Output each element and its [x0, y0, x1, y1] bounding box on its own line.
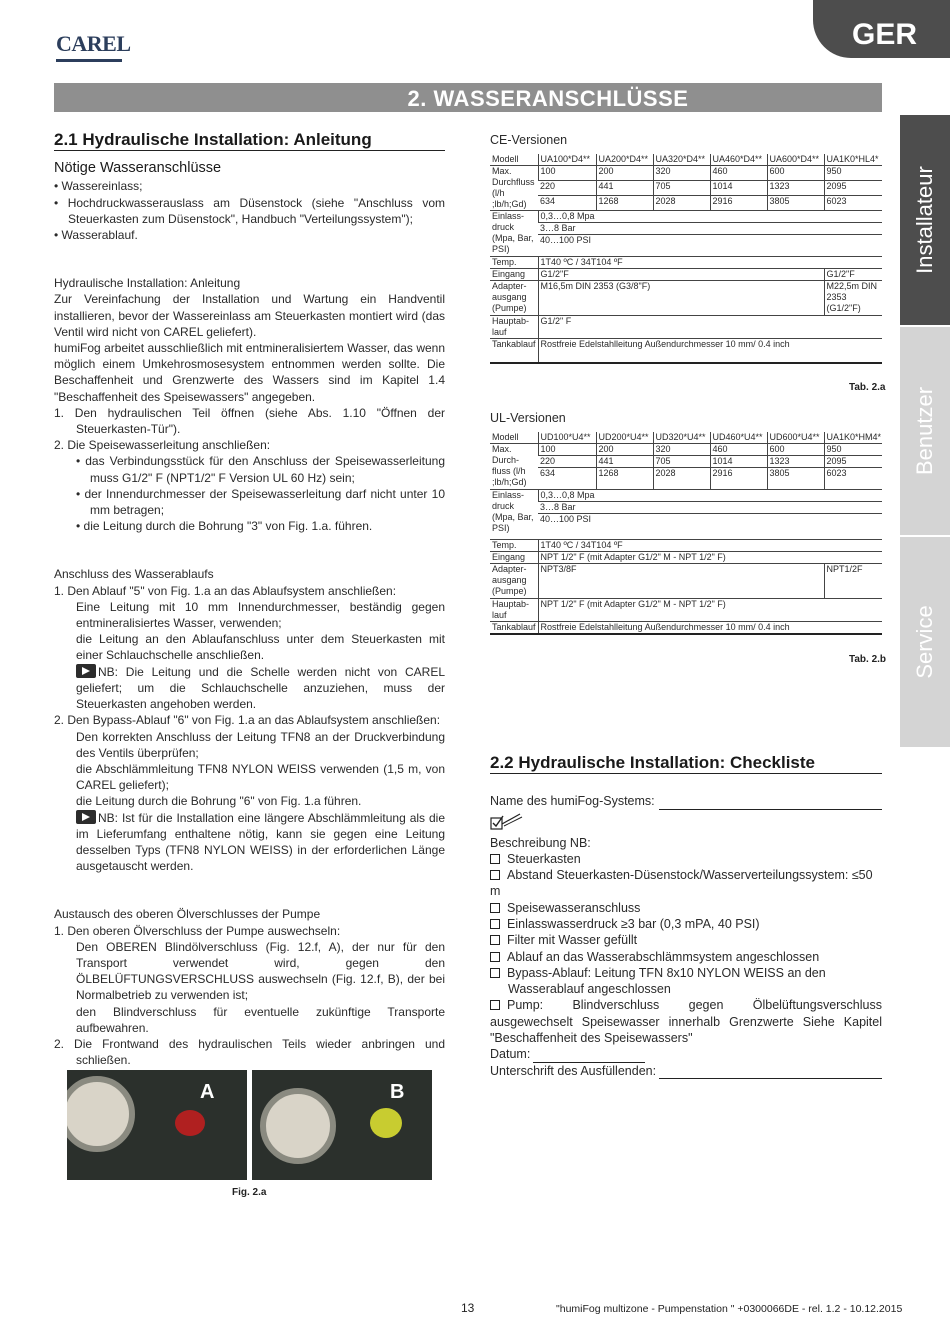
table-cell: M16,5m DIN 2353 (G3/8"F)	[538, 281, 824, 316]
drain-note-1: NB: Die Leitung und die Schelle werden nicht von CAREL geliefert; um die Schlauchschelle anzuziehen, muss der Steuerkasten angehoben werden.	[76, 664, 445, 712]
date-label: Datum:	[490, 1047, 531, 1062]
drain-step-2c: die Leitung durch die Bohrung "6" von Fig. 1.a führen.	[76, 794, 362, 809]
table-cell: 320	[653, 444, 710, 456]
oil-heading: Austausch des oberen Ölverschlusses der Pumpe	[54, 907, 321, 922]
install-sub-3: • die Leitung durch die Bohrung "3" von Fig. 1.a. führen.	[76, 519, 373, 534]
table-cell: 600	[767, 166, 824, 181]
table-header-cell: UA1K0*HL4*	[824, 154, 882, 166]
pressure-gauge	[67, 1076, 135, 1152]
checklist-item[interactable]: Filter mit Wasser gefüllt	[490, 932, 882, 948]
note-arrow-icon	[76, 664, 96, 678]
row-label-max-flow: Max. Durchfluss (l/h ;lb/h;Gd)	[490, 166, 538, 211]
table-header-cell: UA460*D4**	[710, 154, 767, 166]
subtitle-water-connections: Nötige Wasseranschlüsse	[54, 160, 222, 177]
row-label-adapter: Adapter-ausgang (Pumpe)	[490, 281, 538, 316]
photo-oil-cap-b	[252, 1070, 432, 1180]
table-cell: 2028	[653, 196, 710, 211]
install-paragraph-2: humiFog arbeitet ausschließlich mit entmineralisiertem Wasser, das wenn möglich einem Umkehrosmosesystem entnommen werden sollte. Die Beschaffenheit und Grenzwerte des Wassers sind im Kapitel 1.4 "Beschaffenheit des Speisewassers" angegeben.	[54, 341, 445, 404]
drain-step-2: 2. Den Bypass-Ablauf "6" von Fig. 1.a an das Ablaufsystem anschließen:	[54, 713, 441, 728]
table-caption-a: Tab. 2.a	[849, 382, 886, 393]
table-cell: 2916	[710, 468, 767, 490]
table-cell: 634	[538, 196, 596, 211]
checklist-item[interactable]: Bypass-Ablauf: Leitung TFN 8x10 NYLON WEISS an den Wasserablauf angeschlossen	[490, 965, 882, 998]
drain-step-2b: die Abschlämmleitung TFN8 NYLON WEISS verwenden (1,5 m, von CAREL geliefert);	[76, 761, 445, 793]
table-cell: 1323	[767, 456, 824, 468]
section-2-2	[490, 755, 882, 1079]
checklist-item[interactable]: Speisewasseranschluss	[490, 900, 882, 916]
note-arrow-icon	[76, 810, 96, 824]
table-cell: 2095	[824, 456, 882, 468]
drain-note-2: NB: Ist für die Installation eine längere Abschlämmleitung als die im Lieferumfang enthaltene nötig, kann sie gegen eine Leitung desselben Typs (TFN8 NYLON WEISS) in der erforderlichen Länge ausgetauscht werden.	[76, 810, 445, 874]
yellow-cap	[370, 1108, 402, 1138]
table-cell: 460	[710, 166, 767, 181]
photo-label-b: B	[390, 1081, 405, 1103]
table-cell: 6023	[824, 468, 882, 490]
table-cell: 2095	[824, 181, 882, 196]
chapter-title: 2. WASSERANSCHLÜSSE	[54, 83, 882, 112]
oil-step-1a: Den OBEREN Blindölverschluss (Fig. 12.f, A), der nur für den Transport verwendet wird, gegen den ÖLBELÜFTUNGSVERSCHLUSS auswechseln (Fig. 12.f, B), der bei Normalbetrieb zu verwenden ist;	[76, 939, 445, 1003]
table-cell: NPT1/2F	[824, 564, 882, 599]
row-label-pressure: Einlass-druck (Mpa, Bar, PSI)	[490, 490, 538, 540]
figure-caption: Fig. 2.a	[232, 1187, 267, 1198]
side-tab-service[interactable]: Service	[900, 537, 950, 747]
section-2-1	[54, 132, 445, 1068]
signature-label: Unterschrift des Ausfüllenden:	[490, 1063, 657, 1078]
table-cell: 100	[538, 166, 596, 181]
table-cell: 3…8 Bar	[538, 502, 653, 514]
table-cell: 3…8 Bar	[538, 223, 653, 235]
table-cell: 600	[767, 444, 824, 456]
side-tab-benutzer[interactable]: Benutzer	[900, 327, 950, 535]
row-label-main-drain: Hauptab-lauf	[490, 599, 538, 622]
section-2-2-title: 2.2 Hydraulische Installation: Checkliste	[490, 755, 882, 774]
checkbox[interactable]	[490, 919, 500, 929]
install-step-2: 2. Die Speisewasserleitung anschließen:	[54, 438, 271, 453]
bullet-inlet: • Wassereinlass;	[54, 179, 143, 194]
table-header-cell: Modell	[490, 432, 538, 444]
language-tab: GER	[813, 0, 950, 58]
table-cell: 220	[538, 181, 596, 196]
table-header-cell: UD100*U4**	[538, 432, 596, 444]
table-cell: 2028	[653, 468, 710, 490]
row-label-tank-drain: Tankablauf	[490, 622, 538, 635]
table-cell: 705	[653, 181, 710, 196]
oil-step-1: 1. Den oberen Ölverschluss der Pumpe auswechseln:	[54, 923, 341, 938]
photo-label-a: A	[200, 1081, 215, 1103]
row-label-adapter: Adapter-ausgang (Pumpe)	[490, 564, 538, 599]
table-cell: 950	[824, 166, 882, 181]
checkbox[interactable]	[490, 968, 500, 978]
table-header-cell: UA100*D4**	[538, 154, 596, 166]
system-name-field[interactable]	[659, 798, 882, 810]
table-cell: 460	[710, 444, 767, 456]
bullet-outlet: • Hochdruckwasserauslass am Düsenstock (siehe "Anschluss vom Steuerkasten zum Düsenstock", Handbuch "Verteilungssystem");	[54, 195, 445, 226]
page-number: 13	[461, 1301, 475, 1315]
table-cell: 100	[538, 444, 596, 456]
drain-step-1b: die Leitung an den Ablaufanschluss unter dem Steuerkasten mit einer Schlauchschelle anschließen.	[76, 632, 445, 663]
system-name-label: Name des humiFog-Systems:	[490, 794, 655, 809]
row-label-max-flow: Max. Durch-fluss (l/h ;lb/h;Gd)	[490, 444, 538, 490]
install-sub-2: • der Innendurchmesser der Speisewasserleitung darf nicht unter 10 mm betragen;	[76, 486, 445, 518]
row-label-main-drain: Hauptab-lauf	[490, 316, 538, 339]
drain-step-1: 1. Den Ablauf "5" von Fig. 1.a an das Ablaufsystem anschließen:	[54, 583, 397, 598]
table-cell: 40…100 PSI	[538, 514, 653, 540]
checklist-icon	[490, 812, 882, 832]
row-label-temp: Temp.	[490, 540, 538, 552]
install-paragraph-1: Zur Vereinfachung der Installation und Wartung ein Handventil installieren, bevor der Wassereinlass am Steuerkasten montiert wird (das Ventil wird nicht von CAREL geliefert).	[54, 292, 445, 339]
table-cell: 1014	[710, 181, 767, 196]
table-cell: 441	[596, 181, 653, 196]
pressure-gauge	[260, 1088, 336, 1164]
table-cell: 634	[538, 468, 596, 490]
table-cell: 1268	[596, 196, 653, 211]
oil-step-2: 2. Die Frontwand des hydraulischen Teils wieder anbringen und schließen.	[54, 1036, 445, 1068]
table-header-cell: UA1K0*HM4*	[824, 432, 882, 444]
date-row	[490, 1046, 882, 1062]
table-cell: 220	[538, 456, 596, 468]
table-caption-b: Tab. 2.b	[849, 654, 887, 665]
checkbox[interactable]	[490, 903, 500, 913]
table-cell: 1T40 ºC / 34T104 ºF	[538, 540, 882, 552]
table-cell: 40…100 PSI	[538, 235, 653, 257]
table-cell: NPT 1/2" F (mit Adapter G1/2" M - NPT 1/2" F)	[538, 599, 882, 622]
table-cell: 0,3…0,8 Mpa	[538, 211, 653, 223]
system-name-row	[490, 793, 882, 809]
table-cell: NPT3/8F	[538, 564, 824, 599]
table-header-cell: UD600*U4**	[767, 432, 824, 444]
table-cell: G1/2"F	[824, 269, 882, 281]
table-cell: 705	[653, 456, 710, 468]
checkbox[interactable]	[490, 854, 500, 864]
table-cell: NPT 1/2" F (mit Adapter G1/2" M - NPT 1/2" F)	[538, 552, 882, 564]
row-label-inlet: Eingang	[490, 552, 538, 564]
table-cell: Rostfreie Edelstahlleitung Außendurchmesser 10 mm/ 0.4 inch	[538, 622, 882, 635]
table-header-cell: UA200*D4**	[596, 154, 653, 166]
date-field[interactable]	[533, 1051, 645, 1063]
table-header-cell: UD200*U4**	[596, 432, 653, 444]
table-cell: 1323	[767, 181, 824, 196]
drain-heading: Anschluss des Wasserablaufs	[54, 567, 214, 582]
row-label-tank-drain: Tankablauf	[490, 339, 538, 363]
table-cell: 6023	[824, 196, 882, 211]
install-step-1: 1. Den hydraulischen Teil öffnen (siehe Abs. 1.10 "Öffnen der Steuerkasten-Tür").	[54, 405, 445, 437]
table-cell: 200	[596, 166, 653, 181]
table-cell: 950	[824, 444, 882, 456]
signature-field[interactable]	[659, 1067, 882, 1079]
red-cap	[175, 1110, 205, 1136]
row-label-temp: Temp.	[490, 257, 538, 269]
table-header-cell: Modell	[490, 154, 538, 166]
signature-row	[490, 1063, 882, 1079]
photo-oil-cap-a	[67, 1070, 247, 1180]
checkbox[interactable]	[490, 1000, 500, 1010]
ce-table-title: CE-Versionen	[490, 133, 568, 147]
logo-underline	[56, 59, 122, 62]
table-cell: 1014	[710, 456, 767, 468]
checkbox[interactable]	[490, 870, 500, 880]
ul-table-title: UL-Versionen	[490, 411, 566, 425]
checklist-item[interactable]: Abstand Steuerkasten-Düsenstock/Wasserverteilungssystem: ≤50 m	[490, 868, 873, 899]
table-cell: 3805	[767, 468, 824, 490]
table-cell: 441	[596, 456, 653, 468]
install-heading: Hydraulische Installation: Anleitung	[54, 276, 241, 291]
table-header-cell: UD460*U4**	[710, 432, 767, 444]
drain-step-2a: Den korrekten Anschluss der Leitung TFN8 an der Druckverbindung des Ventils überprüfen;	[76, 729, 445, 760]
table-cell: 1268	[596, 468, 653, 490]
table-cell: M22,5m DIN 2353 (G1/2"F)	[824, 281, 882, 316]
table-cell: G1/2" F	[538, 316, 882, 339]
checklist-item[interactable]: Steuerkasten	[490, 851, 882, 867]
row-label-inlet: Eingang	[490, 269, 538, 281]
checklist-item[interactable]: Einlasswasserdruck ≥3 bar (0,3 mPA, 40 PSI)	[490, 916, 882, 932]
table-header-cell: UD320*U4**	[653, 432, 710, 444]
carel-logo: CAREL	[56, 31, 131, 56]
checklist-item[interactable]: Ablauf an das Wasserabschlämmsystem angeschlossen	[490, 949, 882, 965]
description-label: Beschreibung NB:	[490, 835, 591, 850]
table-cell: 3805	[767, 196, 824, 211]
checklist-item[interactable]: Pump: Blindverschluss gegen Ölbelüftungsverschluss ausgewechselt Speisewasser innerhalb Grenzwerte Siehe Kapitel "Beschaffenheit des Speisewassers"	[490, 998, 882, 1046]
table-cell: 200	[596, 444, 653, 456]
section-2-1-title: 2.1 Hydraulische Installation: Anleitung	[54, 132, 445, 151]
table-cell: G1/2"F	[538, 269, 824, 281]
table-cell: 2916	[710, 196, 767, 211]
bullet-drain: • Wasserablauf.	[54, 228, 138, 243]
table-header-cell: UA320*D4**	[653, 154, 710, 166]
side-tab-installateur[interactable]: Installateur	[900, 115, 950, 325]
install-sub-1: • das Verbindungsstück für den Anschluss der Speisewasserleitung muss G1/2" F (NPT1/2" F Version UL 60 Hz) sein;	[76, 454, 445, 485]
ce-table	[490, 154, 882, 364]
checkbox[interactable]	[490, 952, 500, 962]
ul-table	[490, 432, 882, 635]
checkbox[interactable]	[490, 935, 500, 945]
table-cell: 1T40 ºC / 34T104 ºF	[538, 257, 882, 269]
table-cell: 320	[653, 166, 710, 181]
table-header-cell: UA600*D4**	[767, 154, 824, 166]
document-info: "humiFog multizone - Pumpenstation " +0300066DE - rel. 1.2 - 10.12.2015	[556, 1303, 903, 1315]
drain-step-1a: Eine Leitung mit 10 mm Innendurchmesser, beständig gegen entmineralisiertes Wasser, verwenden;	[76, 599, 445, 631]
row-label-pressure: Einlass-druck (Mpa, Bar, PSI)	[490, 211, 538, 257]
table-cell: Rostfreie Edelstahlleitung Außendurchmesser 10 mm/ 0.4 inch	[538, 339, 882, 363]
oil-step-1b: den Blindverschluss für eventuelle zukünftige Transporte aufbewahren.	[76, 1004, 445, 1035]
table-cell: 0,3…0,8 Mpa	[538, 490, 653, 502]
